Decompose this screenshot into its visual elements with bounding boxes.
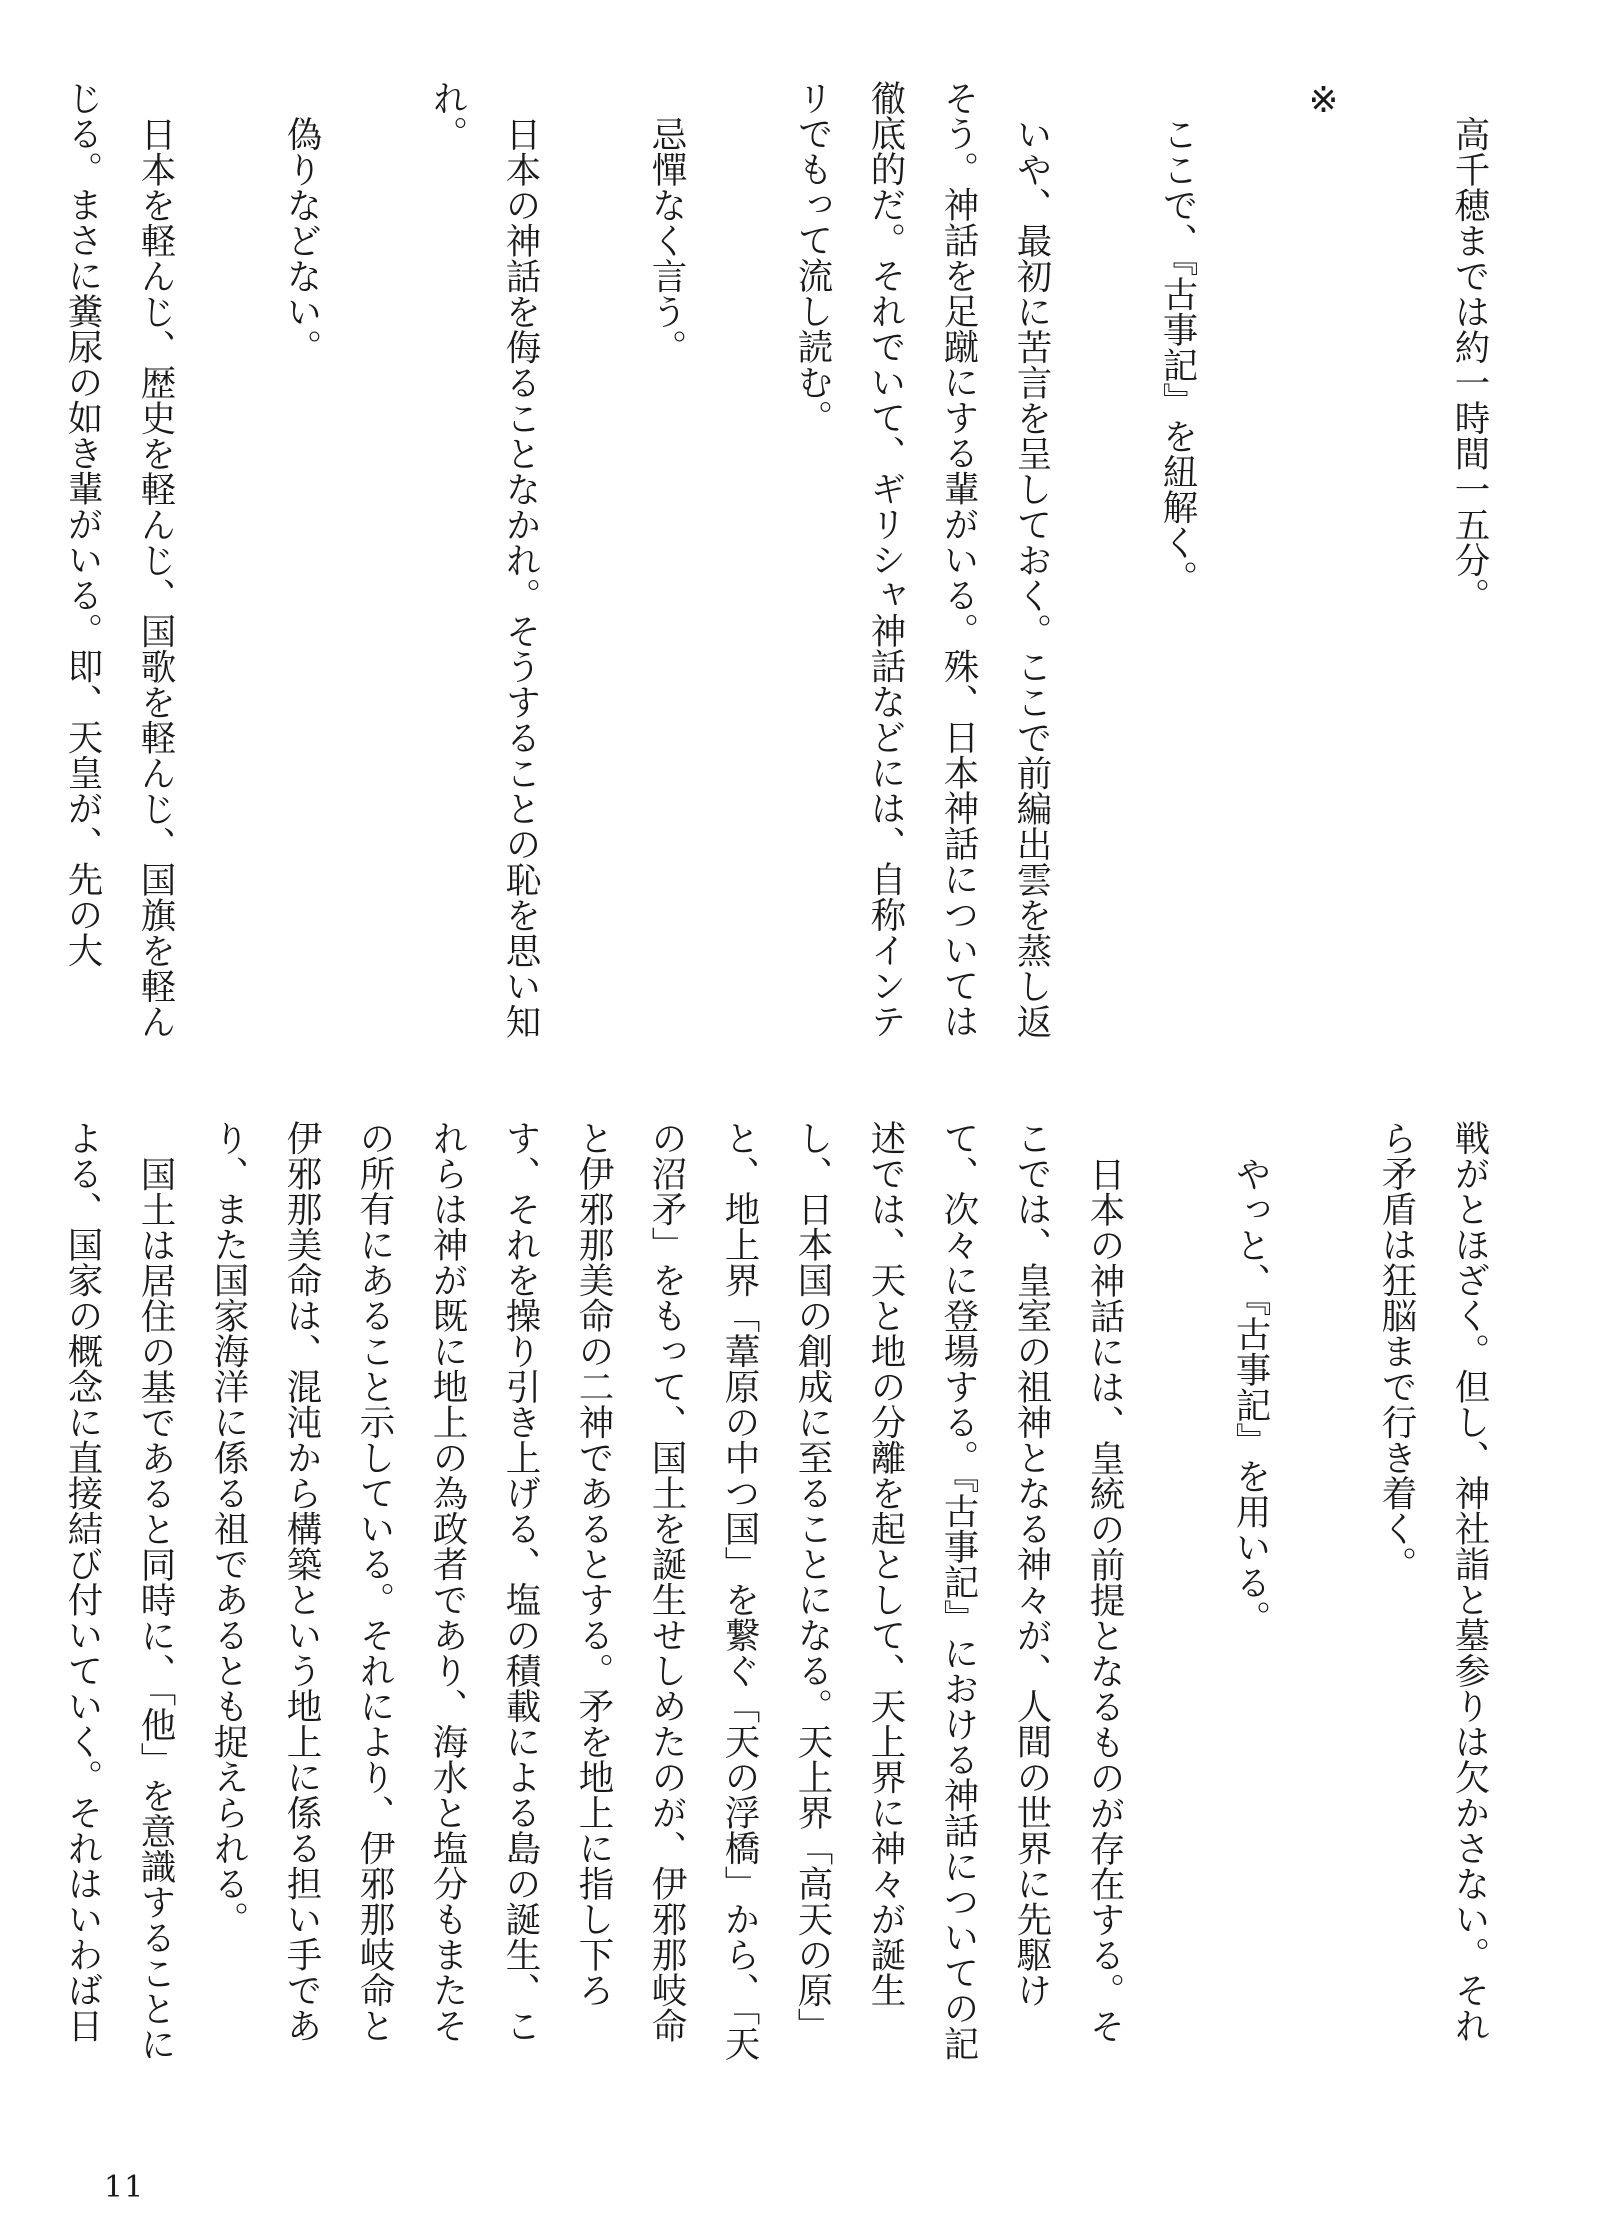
paragraph: 日本の神話を侮ることなかれ。そうすることの恥を思い知れ。 (427, 80, 541, 1039)
blank-line (1141, 1120, 1214, 2070)
blank-line (1214, 80, 1287, 1040)
upper-text-column (62, 80, 1506, 1040)
blank-line (1068, 80, 1141, 1040)
blank-line (1287, 1120, 1360, 2070)
paragraph: やっと、『古事記』を用いる。 (1230, 1155, 1271, 1635)
lower-text-column (62, 1120, 1506, 2070)
paragraph: いや、最初に苦言を呈しておく。ここで前編出雲を蒸し返そう。神話を足蹴にする輩がいる。殊、日本神話については徹底的だ。それでいて、ギリシャ神話などには、自称インテリでもって流し読む。 (792, 80, 1052, 1039)
paragraph: 国土は居住の基であると同時に、「他」を意識することによる、国家の概念に直接結び付いていく。それはいわば日 (62, 1120, 176, 2061)
paragraph: 戦がとほざく。但し、神社詣と墓参りは欠かさない。それら矛盾は狂脳まで行き着く。 (1376, 1120, 1490, 2043)
blank-line (1360, 80, 1433, 1040)
paragraph: 忌憚なく言う。 (646, 115, 687, 364)
blank-line (338, 80, 411, 1040)
blank-line (703, 80, 776, 1040)
paragraph: ここで、『古事記』を紐解く。 (1157, 115, 1198, 595)
blank-line (557, 80, 630, 1040)
blank-line (192, 80, 265, 1040)
page-number: 11 (104, 2170, 145, 2205)
paragraph: 偽りなどない。 (281, 115, 322, 364)
section-separator: ※ (1303, 80, 1344, 121)
paragraph: 高千穂までは約一時間一五分。 (1449, 115, 1490, 613)
paragraph: 日本の神話には、皇統の前提となるものが存在する。そこでは、皇室の祖神となる神々が、人間の世界に先駆けて、次々に登場する。『古事記』における神話についての記述では、天と地の分離を起として、天上界に神々が誕生し、日本国の創成に至ることになる。天上界「高天の原」と、地上界「葦原の中つ国」を繋ぐ「天の浮橋」から、「天の沼矛」をもって、国土を誕生せしめたのが、伊邪那岐命と伊邪那美命の二神であるとする。矛を地上に指し下ろす、それを操り引き上げる、塩の積載による島の誕生、これらは神が既に地上の為政者であり、海水と塩分もまたその所有にあること示している。それにより、伊邪那岐命と伊邪那美命は、混沌から構築という地上に係る担い手であり、また国家海洋に係る祖であるとも捉えられる。 (208, 1120, 1125, 2061)
paragraph: 日本を軽んじ、歴史を軽んじ、国歌を軽んじ、国旗を軽んじる。まさに糞尿の如き輩がいる。即、天皇が、先の大 (62, 80, 176, 1039)
